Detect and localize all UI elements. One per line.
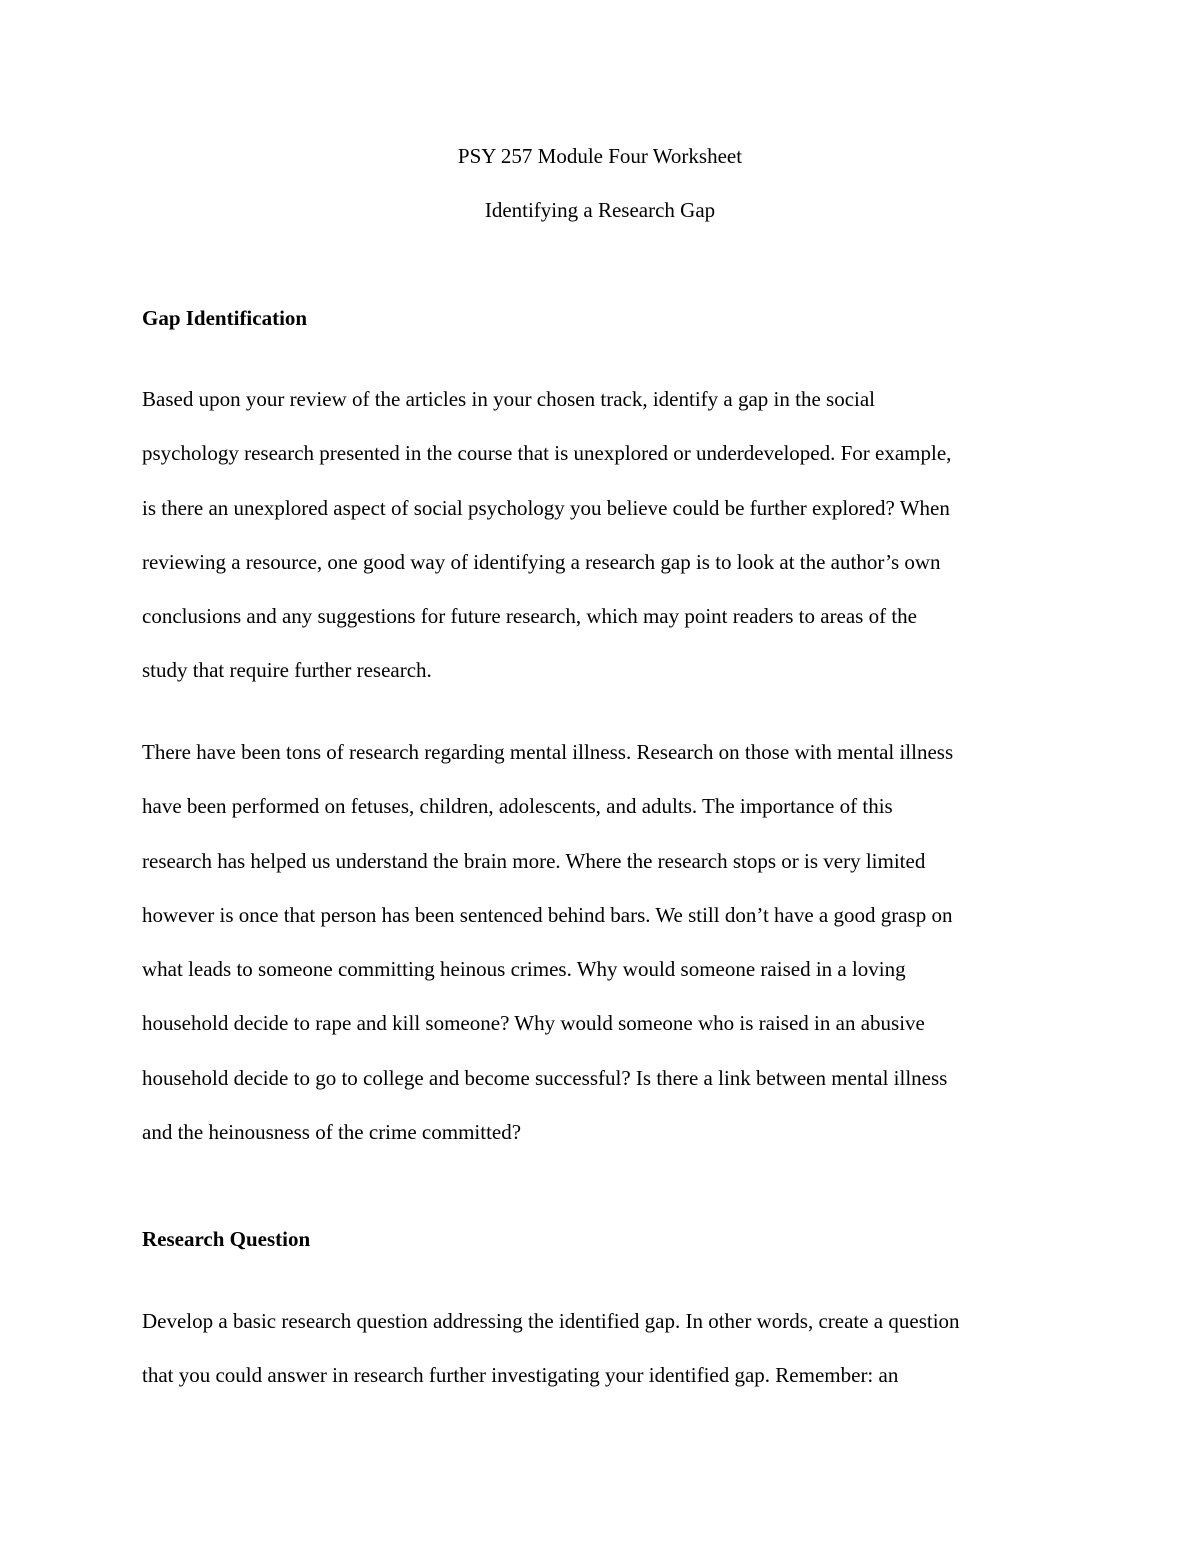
text-line: is there an unexplored aspect of social psychology you believe could be further explored? When	[142, 495, 950, 520]
text-line: however is once that person has been sentenced behind bars. We still don’t have a good grasp on	[142, 902, 953, 927]
gap-identification-prompt	[142, 387, 1072, 713]
document-title: PSY 257 Module Four Worksheet	[457, 144, 743, 168]
text-line: household decide to go to college and become successful? Is there a link between mental illness	[142, 1065, 948, 1090]
gap-identification-answer	[142, 740, 1072, 1174]
text-line: study that require further research.	[142, 658, 432, 683]
text-line: reviewing a resource, one good way of identifying a research gap is to look at the author’s own	[142, 549, 941, 574]
text-line: that you could answer in research further investigating your identified gap. Remember: an	[142, 1363, 899, 1388]
text-line: household decide to rape and kill someone? Why would someone who is raised in an abusive	[142, 1011, 925, 1036]
section-heading-gap-identification: Gap Identification	[142, 306, 308, 330]
section-heading-research-question: Research Question	[142, 1227, 311, 1251]
text-line: have been performed on fetuses, children, adolescents, and adults. The importance of this	[142, 794, 893, 819]
text-line: research has helped us understand the brain more. Where the research stops or is very limited	[142, 848, 926, 873]
text-line: and the heinousness of the crime committed?	[142, 1120, 522, 1145]
text-line: There have been tons of research regarding mental illness. Research on those with mental illness	[142, 740, 954, 764]
research-question-prompt	[142, 1309, 1072, 1418]
text-line: Based upon your review of the articles in your chosen track, identify a gap in the social	[142, 387, 876, 411]
document-subtitle: Identifying a Research Gap	[484, 198, 716, 222]
text-line: psychology research presented in the course that is unexplored or underdeveloped. For example,	[142, 441, 952, 466]
text-line: what leads to someone committing heinous crimes. Why would someone raised in a loving	[142, 957, 906, 982]
text-line: Develop a basic research question addressing the identified gap. In other words, create a question	[142, 1309, 960, 1333]
text-line: conclusions and any suggestions for future research, which may point readers to areas of the	[142, 604, 918, 629]
